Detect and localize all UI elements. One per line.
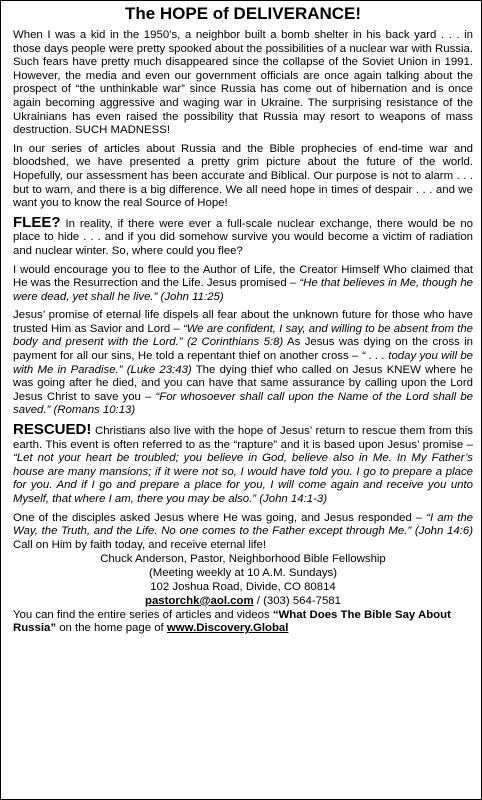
eternal-text-1: Jesus’ promise of eternal life dispels all fear about the unknown future for those who have trusted Him as Savior and Lord – — [13, 309, 473, 335]
rescued-heading: RESCUED! — [13, 421, 92, 439]
way-text-1: One of the disciples asked Jesus where He was going, and Jesus responded – — [13, 511, 427, 524]
series-paragraph: In our series of articles about Russia and the Bible prophecies of end-time war and bloodshed, we have presented a pretty grim picture about the future of the world. Hopefully, our assessment has been accurate and Biblical. Our purpose is not to alarm . . . but to warn, and there is a big difference. We all need hope in times of despair . . . and we want you to know the real Source of Hope! — [13, 142, 473, 210]
author-text: I would encourage you to flee to the Author of Life, the Creator Himself Who claimed that He was the Resurrection and the Life. Jesus promised – — [13, 263, 473, 290]
romans-quote: “For whosoever shall call upon the Name of the Lord shall be saved.” (Romans 10:13) — [13, 390, 473, 417]
website-link[interactable]: www.Discovery.Global — [166, 622, 289, 635]
series-title: “What Does The Bible Say About Russia” — [13, 608, 451, 635]
signature-block — [13, 553, 473, 608]
contact-line — [13, 595, 473, 609]
meeting-time: (Meeting weekly at 10 A.M. Sundays) — [148, 567, 338, 580]
author-of-life-paragraph — [13, 264, 473, 305]
john-14-6-quote: “I am the Way, the Truth, and the Life. No one comes to the Father except through Me.” (John 14:6) — [13, 511, 473, 538]
luke-quote: “ . . . today you will be with Me in Paradise.” (Luke 23:43) — [13, 350, 473, 376]
john-14-1-quote: “Let not your heart be troubled; you believe in God, believe also in Me. In My Father’s house are many mansions; if it were not so, I would have told you. I go to prepare a place for you. And if I go and prepare a place for you, I will come again and receive you unto Myself, that where I am, there you may be also.” (John 14:1-3) — [13, 452, 473, 505]
email-link[interactable]: pastorchk@aol.com — [145, 594, 254, 607]
page-title: The HOPE of DELIVERANCE! — [124, 4, 362, 23]
flee-text: In reality, if there were ever a full-scale nuclear exchange, there would be no place to hide . . . and if you did somehow survive you would become a victim of radiation and nuclear winter. So, where could you flee? — [13, 217, 473, 257]
way-truth-life-paragraph — [13, 512, 473, 553]
footer-text-1: You can find the entire series of articles and videos — [13, 608, 273, 621]
phone-number: / (303) 564-7581 — [253, 594, 341, 607]
john-11-quote: “He that believes in Me, though he were dead, yet shall he live.” (John 11:25) — [13, 277, 473, 303]
corinthians-quote: “We are confident, I say, and willing to be absent from the body and present with the Lord.” (2 Corinthians 5:8) — [13, 322, 473, 349]
rescued-text: Christians also live with the hope of Jesus’ return to rescue them from this earth. This event is often referred to as the “rapture” and it is based upon Jesus’ promise – — [13, 425, 473, 451]
flee-paragraph — [13, 213, 473, 259]
intro-paragraph: When I was a kid in the 1950’s, a neighbor built a bomb shelter in his back yard . . . in those days people were pretty spooked about the possibilities of a nuclear war with Russia. Such fears have pretty much disappeared since the collapse of the Soviet Union in 1991. However, the media and even our government officials are once again talking about the prospect of “the unthinkable war” since Russia has come out of hibernation and is once again becoming aggressive and waging war in Ukraine. The surprising resistance of the Ukrainians has even raised the possibility that Russia may resort to weapons of mass destruction. SUCH MADNESS! — [13, 29, 473, 137]
address: 102 Joshua Road, Divide, CO 80814 — [150, 580, 336, 593]
eternal-life-paragraph — [13, 309, 473, 418]
eternal-text-2: As Jesus was dying on the cross in payment for all our sins, He told a repentant thief on another cross – — [13, 336, 474, 363]
eternal-text-3: The dying thief who called on Jesus KNEW where he was going after he died, and you can have that same assurance by calling upon the Lord Jesus Christ to save you – — [13, 363, 473, 403]
footer-text-2: on the home page of — [56, 622, 167, 635]
footer-paragraph — [13, 609, 473, 636]
flee-heading: FLEE? — [13, 213, 61, 231]
way-text-2: Call on Him by faith today, and receive eternal life! — [13, 538, 267, 551]
rescued-paragraph — [13, 423, 473, 507]
pastor-name: Chuck Anderson, Pastor, Neighborhood Bible Fellowship — [100, 553, 386, 566]
